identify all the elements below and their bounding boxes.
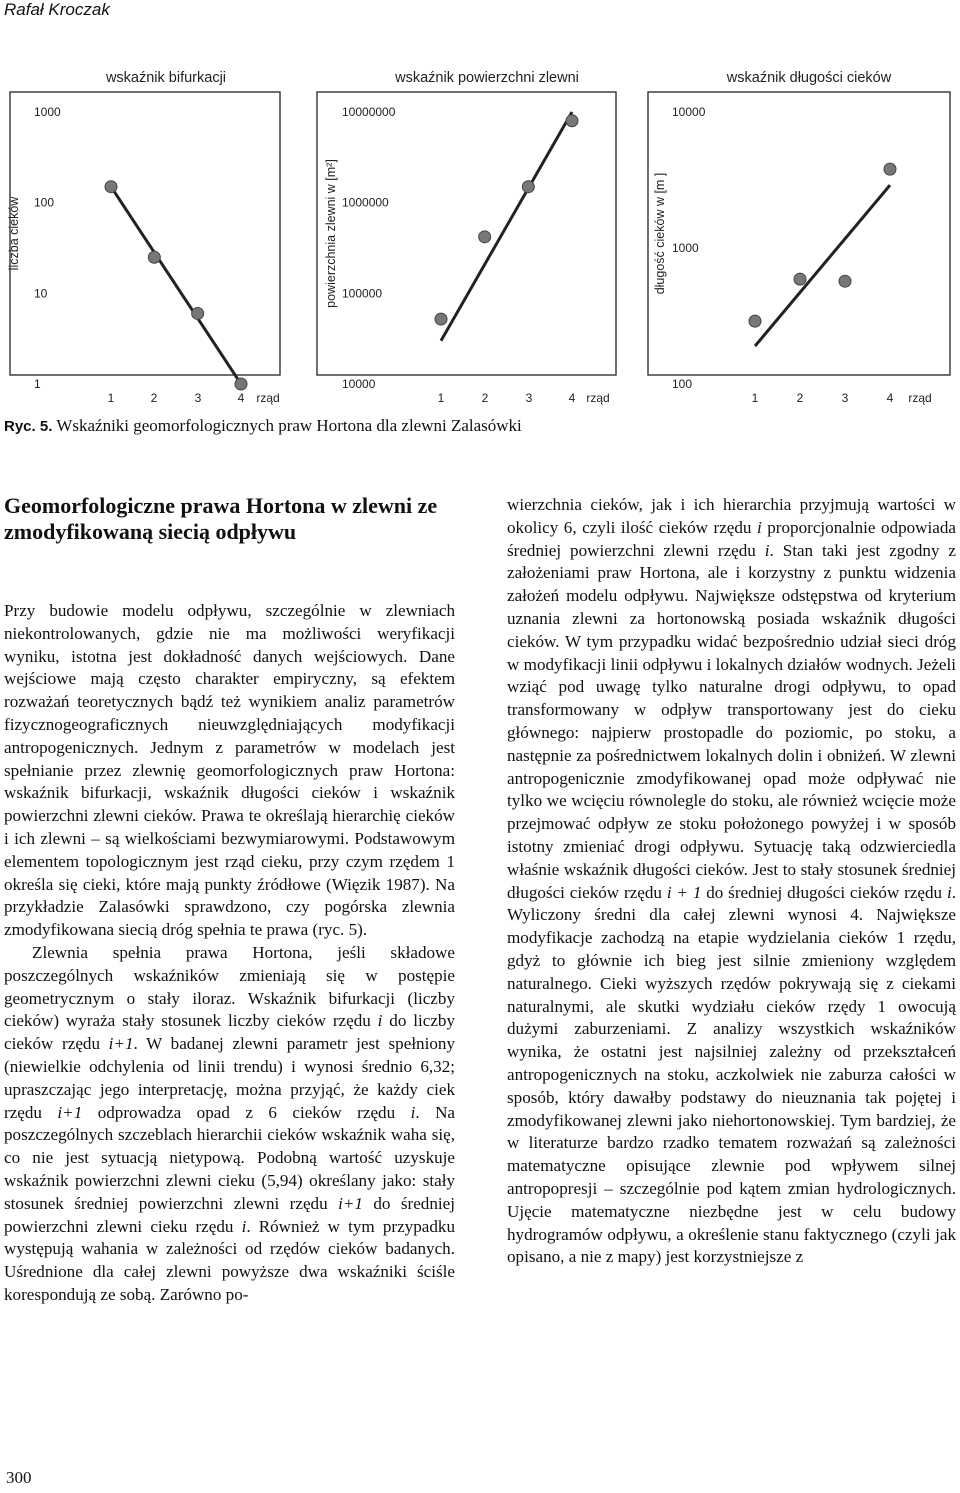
y-tick-label: 10 xyxy=(34,286,48,301)
text-run: i xyxy=(757,517,762,537)
text-run: i+1 xyxy=(338,1193,363,1213)
y-axis-label: długość cieków w [m ] xyxy=(653,172,667,295)
data-point xyxy=(884,163,896,175)
text-run: do średniej powierzchni zlewni cieku rzędu xyxy=(4,1193,455,1236)
text-run: Przy budowie modelu odpływu, szczególnie w zlewniach niekontrolowanych, gdzie nie ma możliwości weryfikacji wyniku, istotna jest dokładność danych wejściowych. Dane wejściowe mają często charakter empiryczny, są efektem rozważań teoretycznych bądź też wynikiem analiz parametrów fizycznogeograficznych nieuwzględniających modyfikacji antropogenicznych. Jednym z parametrów w modelach jest spełnianie przez zlewnię geomorfologicznych praw Hortona: wskaźnik bifurkacji, wskaźnik długości cieków i wskaźnik powierzchni zlewni cieków. Prawa te określają hierarchię cieków i ich zlewni – są wielkościami bezwymiarowymi. Podstawowym elementem topologicznym jest rząd cieku, przy czym rzędem 1 określa się cieki, które mają punkty źródłowe (Więzik 1987). Na przykładzie Zalasówki sprawdzono, czy pogórska zlewnia zmodyfikowana siecią dróg spełnia te prawa (ryc. 5). xyxy=(4,601,455,940)
page-number: 300 xyxy=(6,1468,32,1487)
x-axis-label: rząd xyxy=(256,391,280,405)
x-tick-label: 3 xyxy=(525,391,533,405)
figure-horton-charts xyxy=(0,62,960,412)
section-heading: Geomorfologiczne prawa Hortona w zlewni ze zmodyfikowaną siecią odpływu xyxy=(4,493,438,544)
y-axis-label: liczba cieków xyxy=(7,196,21,271)
text-run: . Również w tym przypadku występują wahania w zależności od rzędów cieków badanych. Uśrednione dla całej zlewni powyższe dwa wskaźniki ściśle korespondują ze sobą. Zarówno po- xyxy=(4,1216,455,1304)
x-tick-label: 2 xyxy=(796,391,804,405)
text-run: . Stan taki jest zgodny z założeniami praw Hortona, ale i korzystny z punktu widzenia założeń modelu odpływu. Największe odstępstwa od kryterium uznania zlewni za hortonowską posiada wskaźnik długości cieków. W tym przypadku widać bezpośrednio udział sieci dróg w modyfikacji linii odpływu i lokalnych działów wodnych. Jeżeli wziąć pod uwagę tylko naturalne drogi odpływu, to opad transformowany w odpływ transportowany jest do cieku głównego: najpierw prostopadle do poziomic, po stoku, a następnie za pośrednictwem lokalnych dolin i obniżeń. W zlewni antropogenicznie zmodyfikowanej opad może odpływać nie tylko we wcięciu równolegle do stoku, ale również wcięcie może przejmować odpływ ze stoku położonego powyżej i w sposób istotny zmieniać drogi odpływu. Sytuację taką odzwierciedla właśnie wskaźnik długości cieków. Jest to stały stosunek średniej długości cieków rzędu xyxy=(507,540,957,902)
data-point xyxy=(522,181,534,193)
x-tick-label: 4 xyxy=(568,391,576,405)
text-run: i+1 xyxy=(108,1034,134,1054)
text-run: wierzchnia cieków, jak i ich hierarchia przyjmują wartości w okolicy 6, czyli ilość cieków rzędu xyxy=(507,495,956,537)
figure-caption xyxy=(4,416,522,436)
paragraph xyxy=(4,600,455,942)
y-tick-label: 10000 xyxy=(672,105,706,119)
text-run: i xyxy=(946,882,952,902)
data-point xyxy=(192,307,204,319)
text-run: . W badanej zlewni parametr jest spełniony (niewielkie odchylenia od linii trendu) i wynosi średnio 6,32; upraszczając jego interpretację, można przyjąć, że każdy ciek rzędu xyxy=(4,1034,455,1122)
text-run: i+1 xyxy=(57,1102,83,1122)
x-tick-label: 1 xyxy=(437,391,445,405)
y-axis-label: powierzchnia zlewni w [m²] xyxy=(324,159,338,308)
chart-frame xyxy=(317,92,616,375)
y-tick-label: 1 xyxy=(34,377,41,391)
y-tick-label: 10000 xyxy=(342,377,376,391)
y-tick-label: 1000000 xyxy=(342,195,389,210)
data-point xyxy=(435,313,447,325)
x-tick-label: 3 xyxy=(194,391,202,405)
x-tick-label: 1 xyxy=(107,391,115,405)
data-point xyxy=(235,378,247,390)
data-point xyxy=(839,275,851,287)
x-tick-label: 4 xyxy=(886,391,894,405)
text-run: . Na poszczególnych szczeblach hierarchii cieków wskaźnik waha się, co nie jest sytuacją nietypową. Podobną wartość uzyskuje wskaźnik powierzchni zlewni cieku (5,94) określany jako: stały stosunek średniej powierzchni zlewni rzędu xyxy=(4,1102,455,1213)
horton-charts-svg xyxy=(0,62,960,412)
paragraph xyxy=(4,942,455,1307)
chart-title: wskaźnik bifurkacji xyxy=(105,70,227,86)
text-run: i xyxy=(410,1102,416,1122)
y-tick-label: 100000 xyxy=(342,286,383,301)
data-point xyxy=(479,231,491,243)
trend-line xyxy=(755,185,890,346)
trend-line xyxy=(111,187,241,384)
x-tick-label: 1 xyxy=(751,391,759,405)
y-tick-label: 10000000 xyxy=(342,105,396,119)
chart-frame xyxy=(648,92,950,375)
text-column-left xyxy=(4,600,455,1307)
text-run: i xyxy=(377,1011,383,1031)
y-tick-label: 100 xyxy=(34,195,55,210)
x-tick-label: 2 xyxy=(481,391,489,405)
y-tick-label: 100 xyxy=(672,377,693,391)
figure-caption-text: Wskaźniki geomorfologicznych praw Hortona dla zlewni Zalasówki xyxy=(52,416,522,435)
text-column-right xyxy=(507,494,956,1269)
data-point xyxy=(105,181,117,193)
text-run: . Wyliczony średni dla całej zlewni wynosi 4. Największe modyfikacje zachodzą na etapie wydzielania cieków 1 rzędu, gdyż to głównie ich bieg jest silnie zmieniony względem naturalnego. Cieki wyższych rzędów pokrywają się z ciekami naturalnymi, ale skutki wydziału cieków rzędy 1 owocują dużymi zaburzeniami. Z analizy wszystkich wskaźników wynika, że ostatni jest najsilniej zależny od przekształceń antropogenicznych na stoku, aczkolwiek nie zaburza całości w sposób, który dawałby podstawy do nieuznania tak pojętej i zmodyfikowanej zlewni jako niehortonowskiej. Tym bardziej, że w literaturze bardzo rzadko tematem rozważań są zależności matematyczne opisujące zlewnie pod wpływem silnej antropopresji – szczególnie pod kątem zmian hydrologicznych. Ujęcie matematyczne niezbędne jest w celu budowy hydrogramów odpływu, a określenie stanu faktycznego (czyli jak opisano, a nie z mapy) jest korzystniejsze z xyxy=(507,882,956,1267)
text-run: do średniej długości cieków rzędu xyxy=(701,882,947,902)
chart-frame xyxy=(10,92,280,375)
x-tick-label: 4 xyxy=(237,391,245,405)
text-run: proporcjonalnie odpowiada średniej powierzchni zlewni rzędu xyxy=(507,517,956,560)
data-point xyxy=(794,273,806,285)
x-tick-label: 2 xyxy=(150,391,158,405)
text-run: do liczby cieków rzędu xyxy=(4,1011,455,1054)
x-axis-label: rząd xyxy=(586,391,610,405)
trend-line xyxy=(441,112,572,341)
text-run: i + 1 xyxy=(666,882,702,902)
data-point xyxy=(749,315,761,327)
text-run: Zlewnia spełnia prawa Hortona, jeśli składowe poszczególnych wskaźników zmieniają się w postępie geometrycznym o stały iloraz. Wskaźnik bifurkacji (liczby cieków) wyraża stały stosunek liczby cieków rzędu xyxy=(4,942,455,1031)
y-tick-label: 1000 xyxy=(672,241,699,255)
text-run: odprowadza opad z 6 cieków rzędu xyxy=(82,1102,411,1122)
figure-label: Ryc. 5. xyxy=(4,418,53,435)
y-tick-label: 1000 xyxy=(34,105,61,119)
chart-title: wskaźnik długości cieków xyxy=(726,70,892,86)
data-point xyxy=(566,115,578,127)
data-point xyxy=(148,251,160,263)
paragraph xyxy=(507,494,956,1269)
x-tick-label: 3 xyxy=(841,391,849,405)
running-header-author: Rafał Kroczak xyxy=(4,0,110,19)
text-run: i xyxy=(241,1216,247,1236)
text-run: i xyxy=(764,540,770,560)
x-axis-label: rząd xyxy=(908,391,932,405)
chart-title: wskaźnik powierzchni zlewni xyxy=(395,70,579,86)
